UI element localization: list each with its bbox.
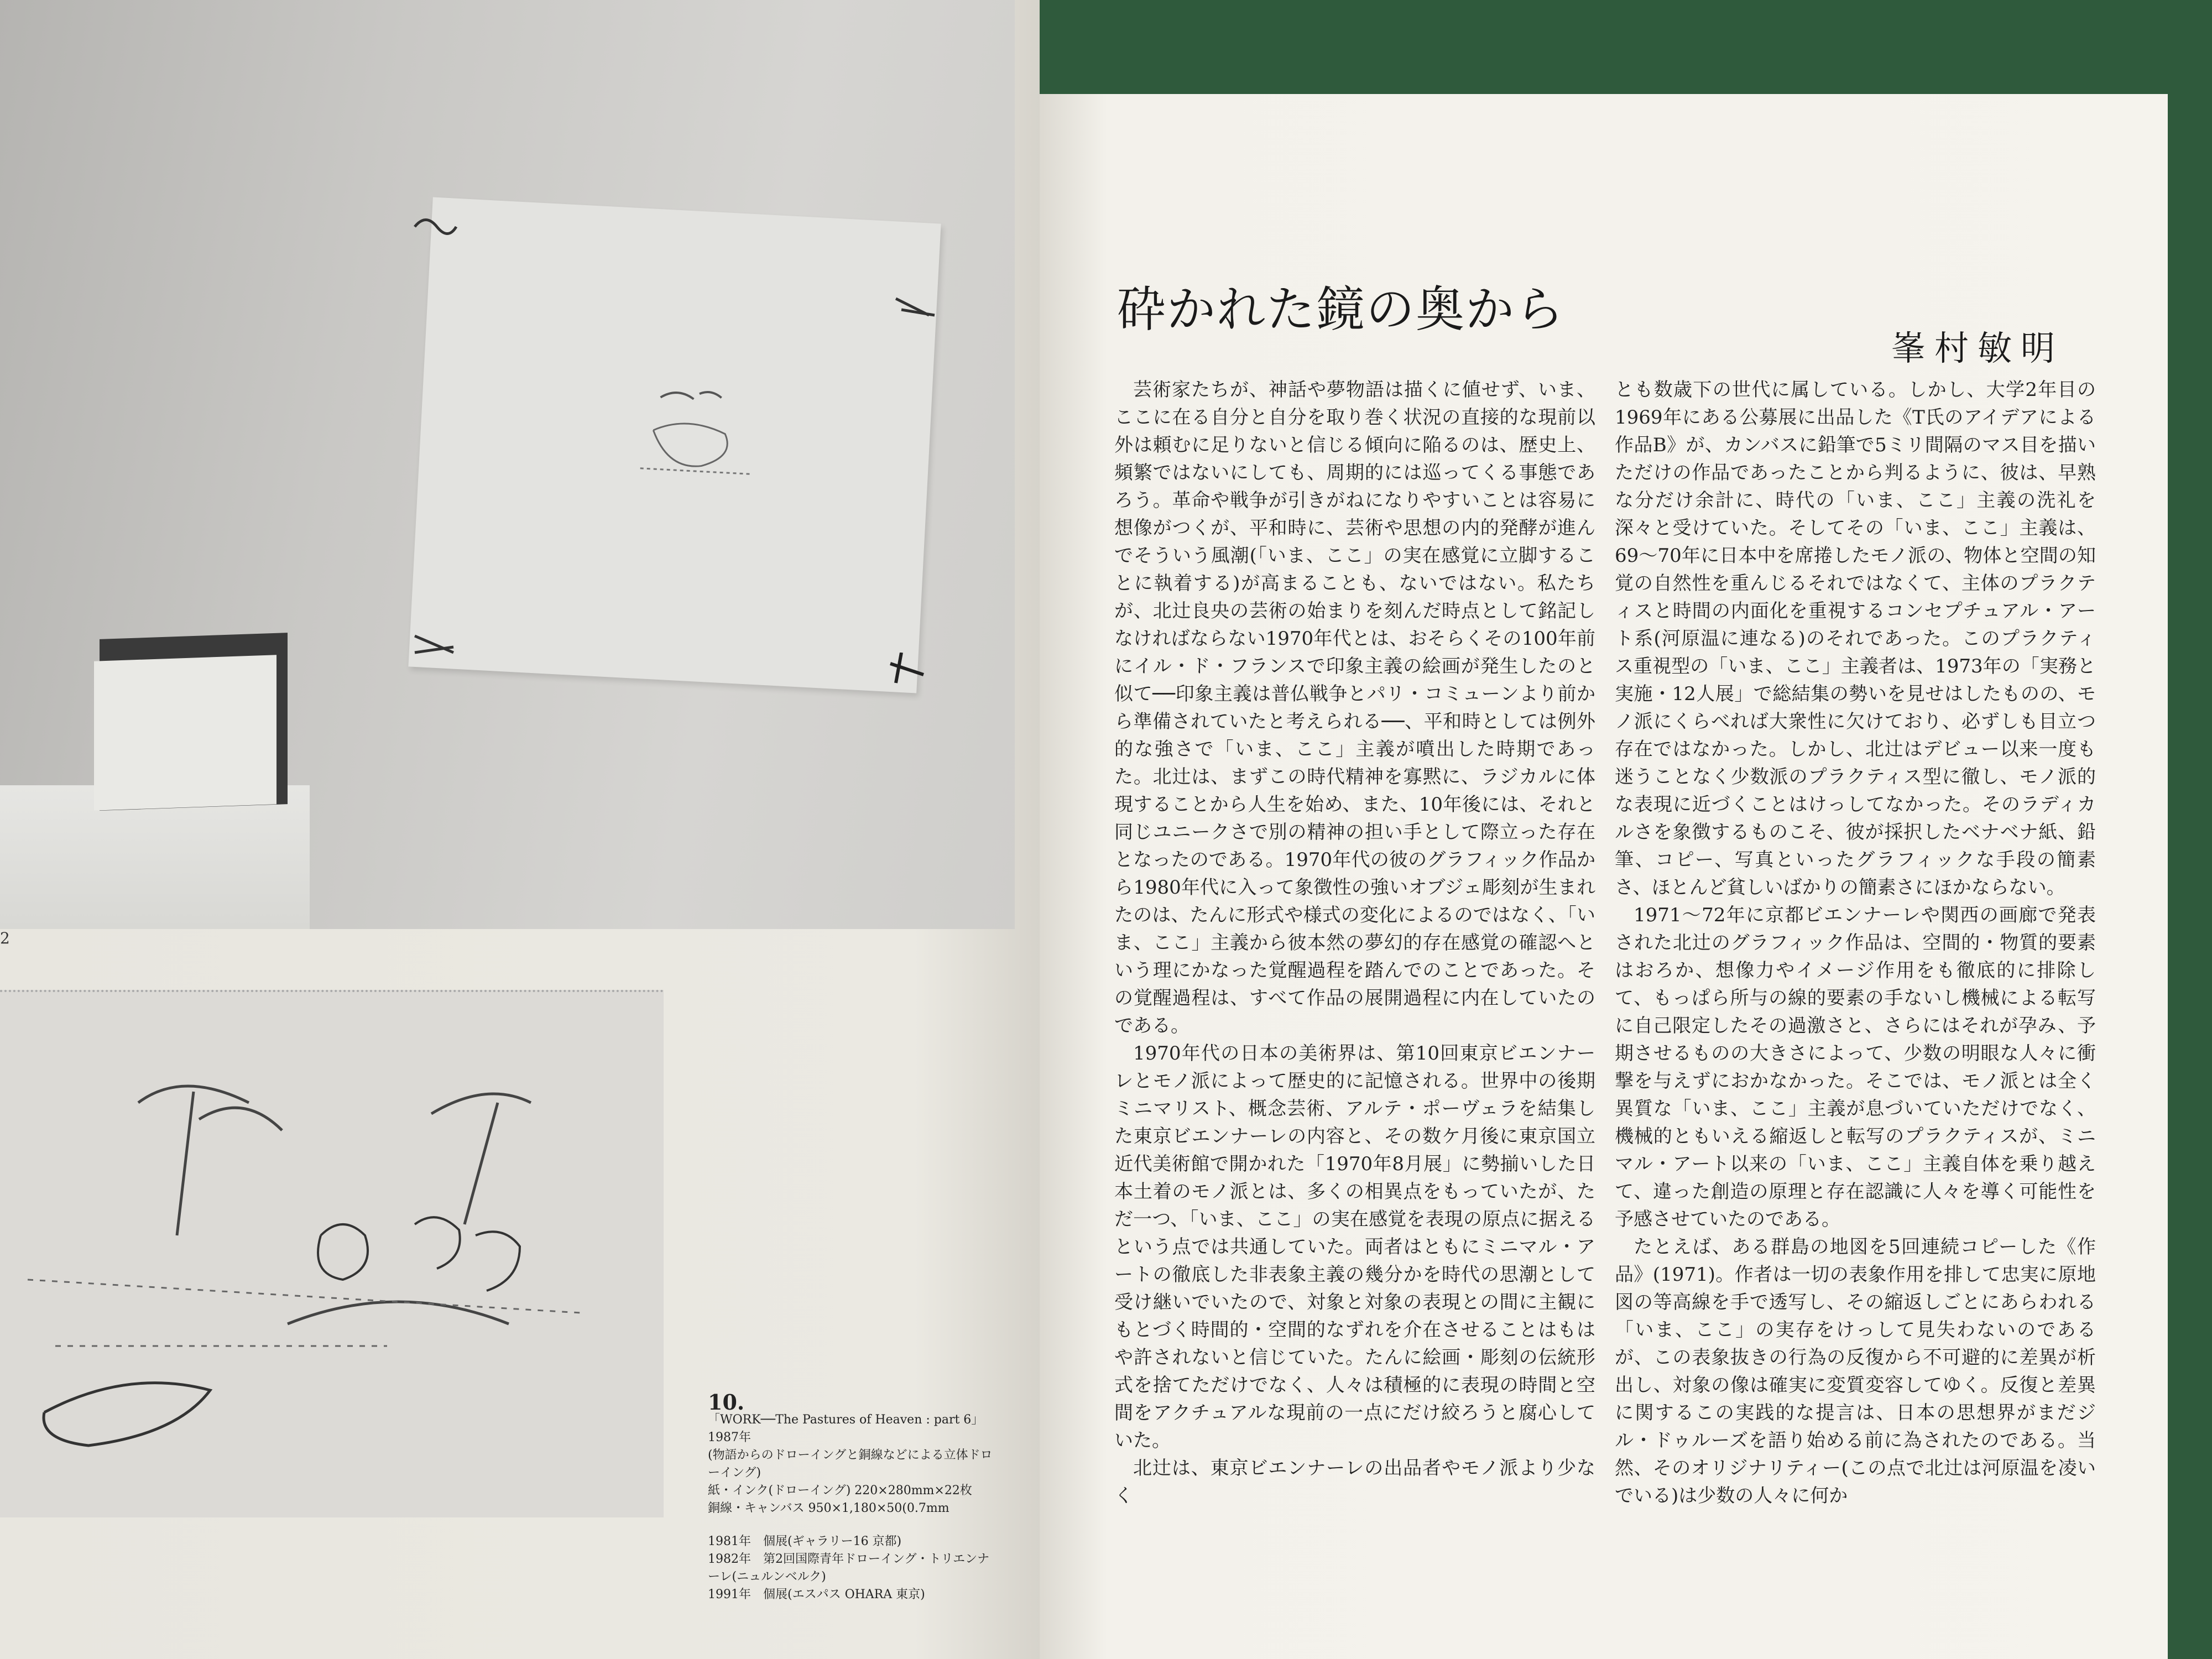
text-column-2	[1615, 376, 2096, 1510]
paragraph: 1971〜72年に京都ビエンナーレや関西の画廊で発表された北辻のグラフィック作品は、空間的・物質的要素はおろか、想像力やイメージ作用をも徹底的に排除して、もっぱら所与の線的要素の手ないし機械による転写に自己限定したその過激さと、さらにはそれが孕み、予期させるものの大きさによって、少数の明眼な人々に衝撃を与えずにおかなかった。そこでは、モノ派とは全く異質な「いま、ここ」主義が息づいていただけでなく、機械的ともいえる縮返しと転写のプラクティスが、ミニマル・アート以来の「いま、ここ」主義自体を乗り越えて、違った創造の原理と存在認識に人々を導く可能性を予感させていたのである。	[1615, 904, 2096, 1230]
pen-sketch-icon	[0, 992, 664, 1517]
pen-sketch-photo	[0, 990, 664, 1517]
plinth-book-page	[94, 655, 276, 811]
article-title: 砕かれた鏡の奥から	[1117, 281, 1566, 338]
binder-clip-icon	[409, 210, 459, 243]
binder-clip-icon	[879, 653, 929, 686]
right-page	[1040, 94, 2168, 1659]
caption-exhibition: 1982年 第2回国際青年ドローイング・トリエンナーレ(ニュルンベルク)	[708, 1552, 990, 1584]
caption-dims: 銅線・キャンバス 950×1,180×50(0.7mm	[708, 1501, 950, 1515]
gallery-installation-photo	[0, 0, 1015, 929]
paragraph: 1970年代の日本の美術界は、第10回東京ビエンナーレとモノ派によって歴史的に記憶される。世界中の後期ミニマリスト、概念芸術、アルテ・ポーヴェラを結集した東京ビエンナーレの内容と、その数ケ月後に東京国立近代美術館で開かれた「1970年8月展」に勢揃いした日本土着のモノ派とは、多くの相異点をもっていたが、ただ一つ、「いま、ここ」の実在感覚を表現の原点に据えるという点では共通していた。両者はともにミニマル・アートの徹底した非表象主義の幾分かを時代の思潮として受け継いでいたので、対象と対象の表現との間に主観にもとづく時間的・空間的なずれを介在させることはもはや許されないと信じていた。たんに絵画・彫刻の伝統形式を捨てただけでなく、人々は積極的に表現の時間と空間をアクチュアルな現前の一点にだけ絞ろうと腐心していた。	[1114, 1042, 1595, 1452]
binder-clip-icon	[409, 630, 459, 664]
caption-subtitle: (物語からのドローイングと銅線などによる立体ドローイング)	[708, 1448, 993, 1480]
paragraph: 芸術家たちが、神話や夢物語は描くに値せず、いま、ここに在る自分と自分を取り巻く状況の直接的な現前以外は頼むに足りないと信じる傾向に陥るのは、歴史上、頻繁ではないにしても、周期的には巡ってくる事態であろう。革命や戦争が引きがねになりやすいことは容易に想像がつくが、平和時に、芸術や思想の内的発酵が進んでそういう風潮(「いま、ここ」の実在感覚に立脚することに執着する)が高まることも、ないではない。私たちが、北辻良央の芸術の始まりを刻んだ時点として銘記しなければならない1970年代とは、おそらくその100年前にイル・ド・フランスで印象主義の絵画が発生したのと似て──印象主義は普仏戦争とパリ・コミューンより前から準備されていたと考えられる──、平和時としては例外的な強さで「いま、ここ」主義が噴出した時期であった。北辻は、まずこの時代精神を寡黙に、ラジカルに体現することから人生を始め、また、10年後には、それと同じユニークさで別の精神の担い手として際立った存在となったのである。1970年代の彼のグラフィック作品から1980年代に入って象徴性の強いオブジェ彫刻が生まれたのは、たんに形式や様式の変化によるのではなく、「いま、ここ」主義から彼本然の夢幻的存在感覚の確認へという理にかなった覚醒過程を踏んでのことであった。その覚醒過程は、すべて作品の展開過程に内在していたのである。	[1114, 379, 1595, 1037]
caption-exhibition: 1981年 個展(ギャラリー16 京都)	[708, 1535, 902, 1548]
paragraph: 北辻は、東京ビエンナーレの出品者やモノ派より少なく	[1114, 1457, 1595, 1507]
caption-title: 「WORK──The Pastures of Heaven : part 6」 1987年	[708, 1413, 984, 1444]
paragraph: とも数歳下の世代に属している。しかし、大学2年目の1969年にある公募展に出品した《T氏のアイデアによる作品B》が、カンバスに鉛筆で5ミリ間隔のマス目を描いただけの作品であったことから判るように、彼は、早熟な分だけ余計に、時代の「いま、ここ」主義の洗礼を深々と受けていた。そしてその「いま、ここ」主義は、69〜70年に日本中を席捲したモノ派の、物体と空間の知覚の自然性を重んじるそれではなくて、主体のプラクティスと時間の内面化を重視するコンセプチュアル・アート系(河原温に連なる)のそれであった。このプラクティス重視型の「いま、ここ」主義者は、1973年の「実務と実施・12人展」で総結集の勢いを見せはしたものの、モノ派にくらべれば大衆性に欠けており、必ずしも目立つ存在ではなかった。しかし、北辻はデビュー以来一度も迷うことなく少数派のプラクティス型に徹し、モノ派的な表現に近づくことはけっしてなかった。そのラディカルさを象徴するものこそ、彼が採択したベナベナ紙、鉛筆、コピー、写真といったグラフィックな手段の簡素さ、ほとんど貧しいばかりの簡素さにほかならない。	[1615, 379, 2096, 899]
wall-drawing-sketch-icon	[408, 197, 941, 693]
wall-drawing	[408, 197, 941, 693]
caption-dims: 紙・インク(ドローイング) 220×280mm×22枚	[708, 1484, 972, 1498]
caption-number: 10.	[708, 1390, 745, 1415]
figure-caption	[708, 1390, 995, 1604]
paragraph: たとえば、ある群島の地図を5回連続コピーした《作品》(1971)。作者は一切の表象作用を排して忠実に原地図の等高線を手で透写し、その縮返しごとにあらわれる「いま、ここ」の実存をけっして見失わないのであるが、この表象抜きの行為の反復から不可避的に差異が析出し、対象の像は確実に変質変容してゆく。反復と差異に関するこの実践的な提言は、日本の思想界がまだジル・ドゥルーズを語り始める前に為されたのである。当然、そのオリジナリティー(この点で北辻は河原温を凌いでいる)は少数の人々に何か	[1615, 1236, 2096, 1507]
text-column-1	[1114, 376, 1595, 1510]
binder-clip-icon	[890, 293, 940, 326]
left-page	[0, 0, 1040, 1659]
article-author: 峯村敏明	[1891, 328, 2064, 368]
figure-number-mark: 2	[0, 929, 10, 947]
caption-exhibition: 1991年 個展(エスパス OHARA 東京)	[708, 1588, 925, 1601]
